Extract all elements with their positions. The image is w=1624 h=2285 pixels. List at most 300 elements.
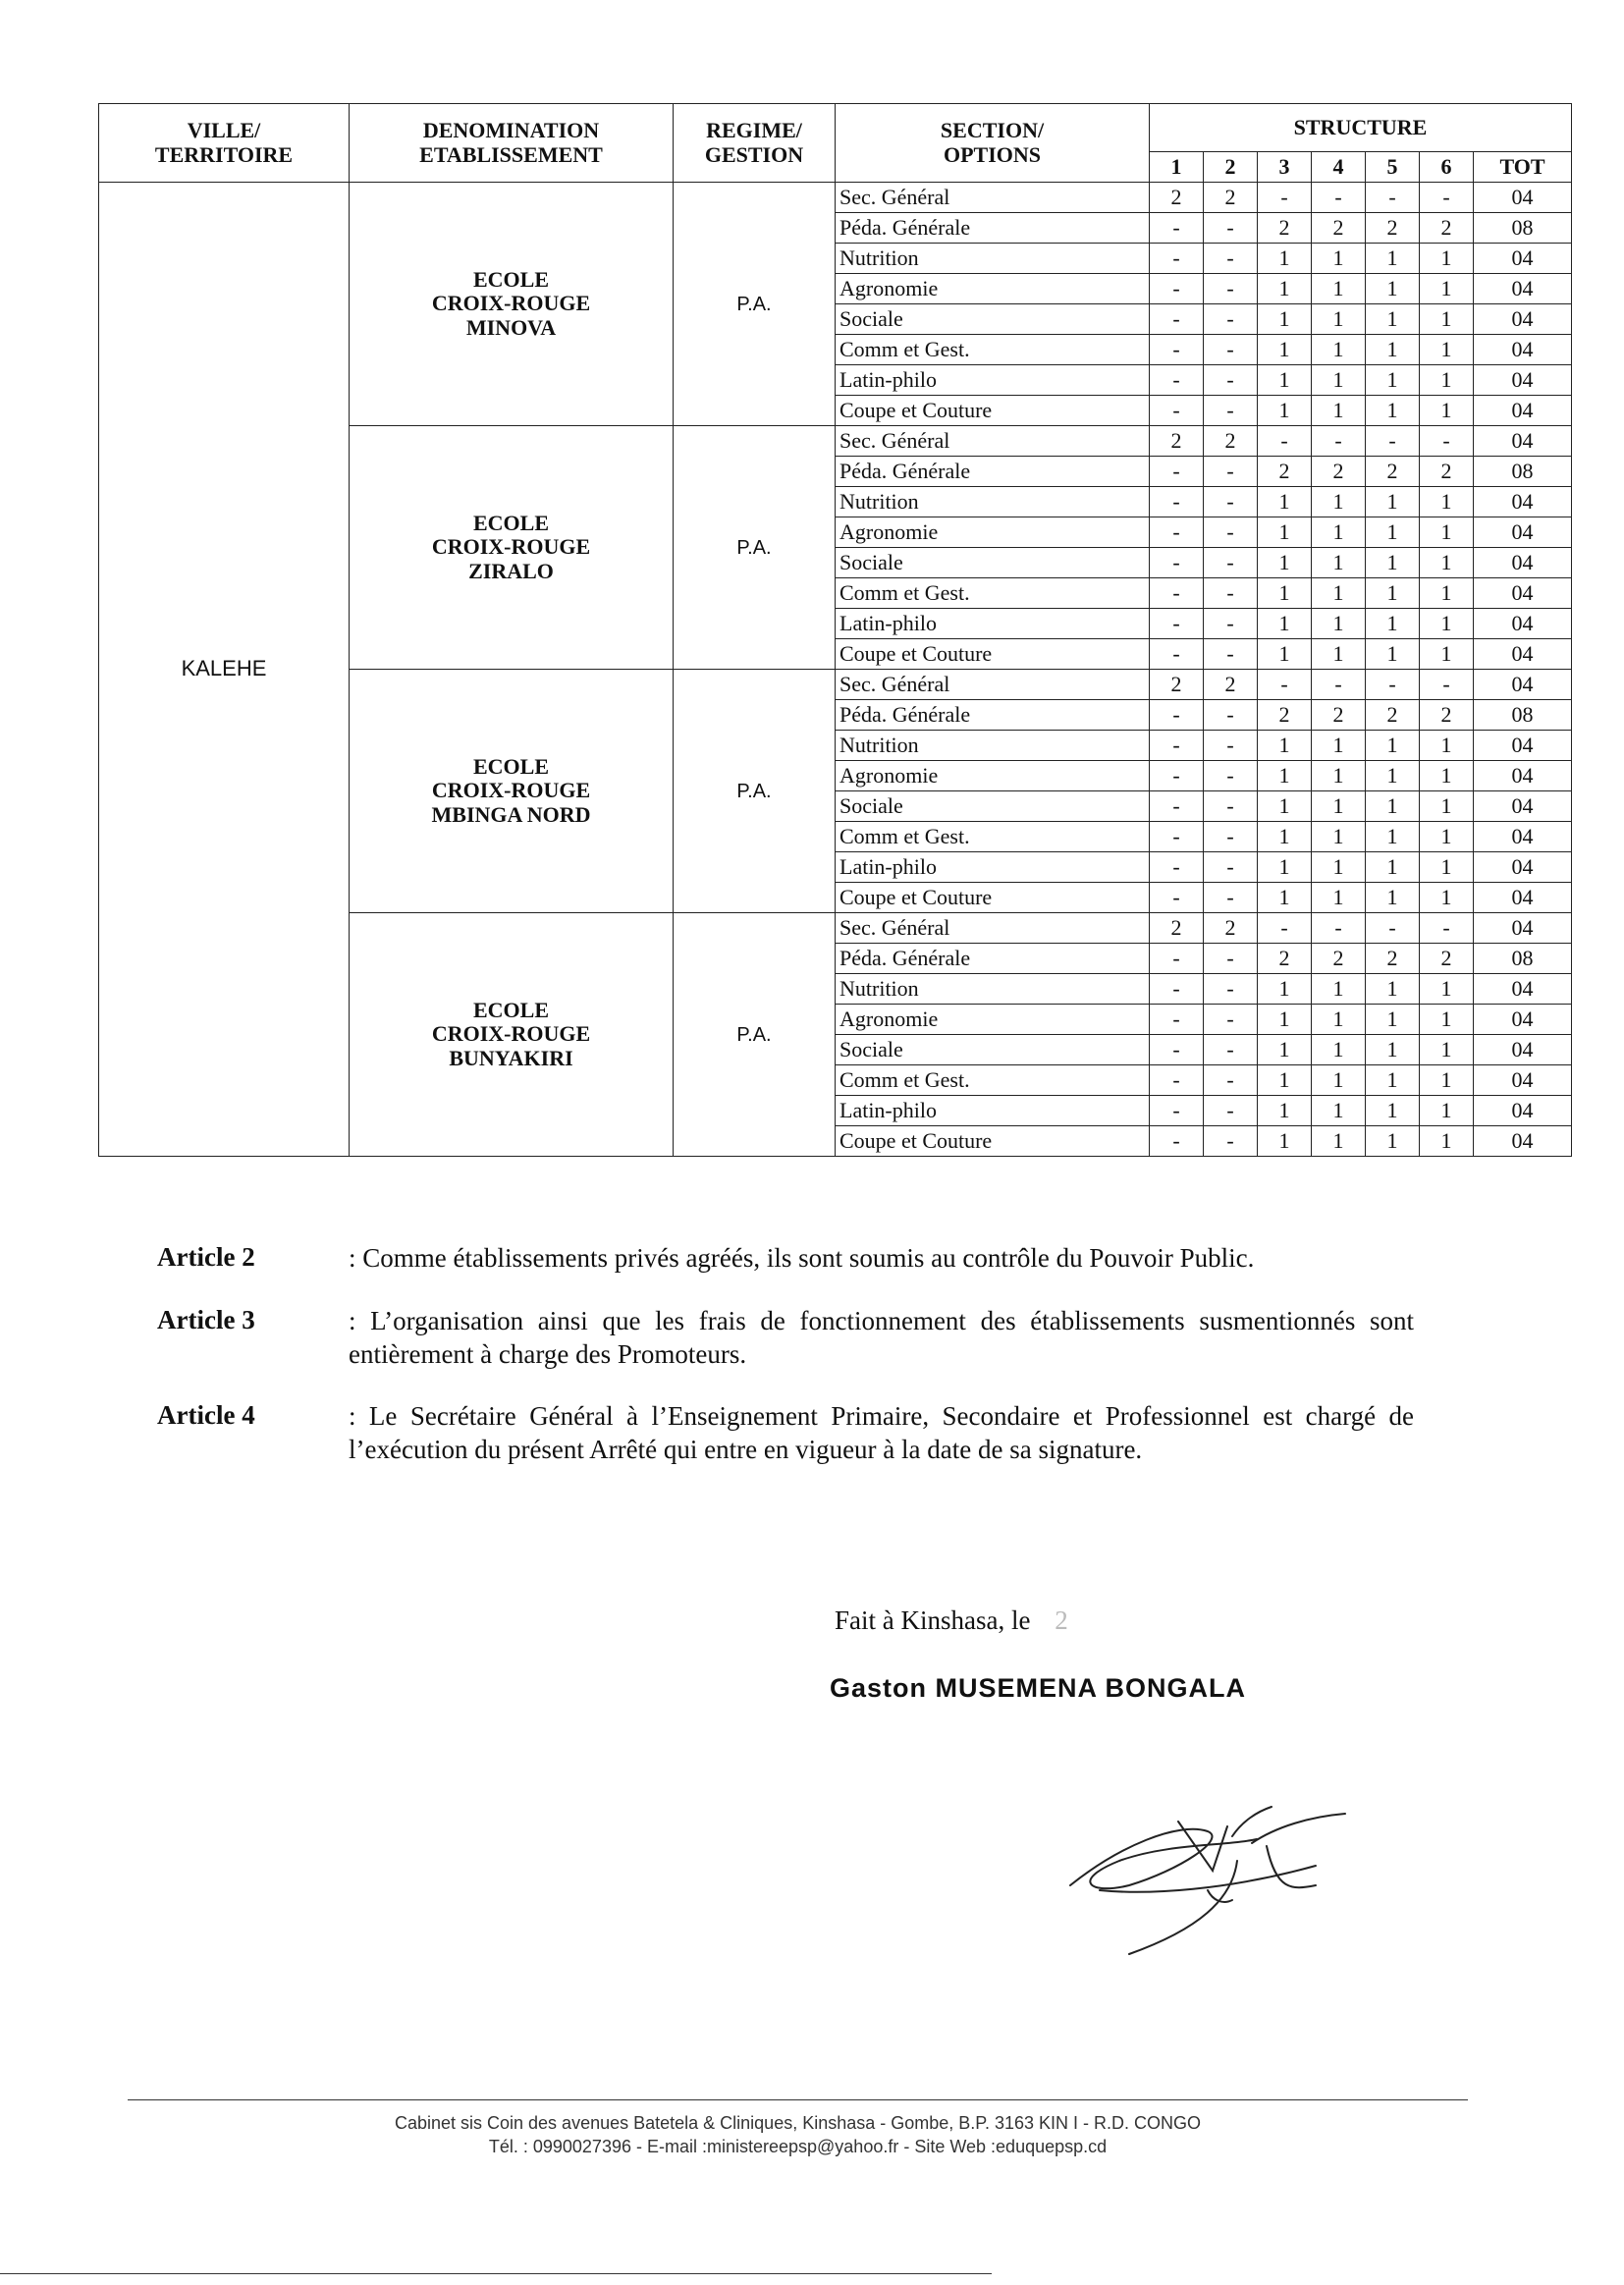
footer-divider	[128, 2099, 1468, 2100]
structure-cell: -	[1204, 1005, 1258, 1035]
structure-cell: 2	[1420, 944, 1474, 974]
structure-cell: -	[1150, 213, 1204, 244]
structure-cell: 2	[1420, 700, 1474, 731]
structure-cell: 1	[1366, 335, 1420, 365]
structure-cell: 1	[1366, 974, 1420, 1005]
option-cell: Nutrition	[836, 244, 1150, 274]
structure-cell: 1	[1258, 974, 1312, 1005]
structure-cell: -	[1312, 913, 1366, 944]
structure-cell: 1	[1312, 1005, 1366, 1035]
option-cell: Agronomie	[836, 761, 1150, 791]
option-cell: Sec. Général	[836, 183, 1150, 213]
structure-cell: 1	[1420, 1126, 1474, 1157]
total-cell: 04	[1474, 1005, 1572, 1035]
structure-cell: 1	[1258, 1096, 1312, 1126]
regime-cell: P.A.	[674, 183, 836, 426]
total-cell: 04	[1474, 517, 1572, 548]
date-stamp: 2	[1055, 1605, 1074, 1635]
ville-cell: KALEHE	[99, 183, 350, 1157]
structure-cell: -	[1204, 822, 1258, 852]
option-cell: Sec. Général	[836, 913, 1150, 944]
option-cell: Sociale	[836, 791, 1150, 822]
structure-cell: -	[1150, 609, 1204, 639]
total-cell: 04	[1474, 609, 1572, 639]
total-cell: 04	[1474, 670, 1572, 700]
structure-cell: 1	[1366, 822, 1420, 852]
structure-cell: 1	[1366, 609, 1420, 639]
structure-cell: -	[1312, 670, 1366, 700]
structure-cell: 1	[1366, 487, 1420, 517]
table-row	[99, 183, 1572, 213]
structure-cell: 2	[1258, 944, 1312, 974]
structure-cell: -	[1150, 852, 1204, 883]
structure-cell: 1	[1312, 609, 1366, 639]
structure-cell: 1	[1312, 274, 1366, 304]
structure-cell: -	[1150, 304, 1204, 335]
structure-cell: 1	[1366, 304, 1420, 335]
place-text: Fait à Kinshasa, le	[835, 1605, 1031, 1635]
total-cell: 08	[1474, 457, 1572, 487]
structure-cell: 1	[1258, 852, 1312, 883]
bottom-divider	[0, 2273, 992, 2274]
option-cell: Agronomie	[836, 517, 1150, 548]
signer-name: Gaston MUSEMENA BONGALA	[830, 1673, 1247, 1703]
structure-cell: 1	[1258, 396, 1312, 426]
structure-cell: 1	[1258, 335, 1312, 365]
article-2	[157, 1242, 1414, 1276]
structure-cell: 2	[1150, 670, 1204, 700]
structure-cell: -	[1312, 426, 1366, 457]
structure-cell: 1	[1420, 396, 1474, 426]
place-date-line	[835, 1605, 1246, 1636]
structure-cell: 2	[1366, 213, 1420, 244]
structure-cell: 1	[1420, 791, 1474, 822]
structure-cell: 2	[1312, 944, 1366, 974]
option-cell: Agronomie	[836, 274, 1150, 304]
option-cell: Comm et Gest.	[836, 578, 1150, 609]
structure-cell: 1	[1258, 731, 1312, 761]
structure-cell: -	[1150, 578, 1204, 609]
structure-cell: 1	[1420, 578, 1474, 609]
structure-cell: 2	[1150, 183, 1204, 213]
structure-cell: 1	[1420, 517, 1474, 548]
total-cell: 08	[1474, 213, 1572, 244]
header-col-4: 4	[1312, 152, 1366, 183]
total-cell: 08	[1474, 700, 1572, 731]
option-cell: Agronomie	[836, 1005, 1150, 1035]
total-cell: 04	[1474, 913, 1572, 944]
structure-cell: -	[1366, 913, 1420, 944]
option-cell: Nutrition	[836, 487, 1150, 517]
total-cell: 04	[1474, 183, 1572, 213]
structure-cell: -	[1150, 761, 1204, 791]
structure-cell: 1	[1258, 244, 1312, 274]
option-cell: Sec. Général	[836, 426, 1150, 457]
total-cell: 04	[1474, 761, 1572, 791]
option-cell: Coupe et Couture	[836, 396, 1150, 426]
option-cell: Latin-philo	[836, 1096, 1150, 1126]
structure-cell: 1	[1312, 761, 1366, 791]
structure-cell: 2	[1204, 183, 1258, 213]
signature-icon	[1031, 1753, 1404, 1979]
structure-cell: 1	[1366, 517, 1420, 548]
structure-cell: 1	[1420, 1096, 1474, 1126]
regime-cell: P.A.	[674, 913, 836, 1157]
structure-cell: -	[1150, 335, 1204, 365]
structure-cell: 1	[1366, 883, 1420, 913]
structure-cell: 1	[1312, 791, 1366, 822]
structure-cell: -	[1204, 883, 1258, 913]
structure-cell: 2	[1312, 700, 1366, 731]
structure-cell: 1	[1258, 761, 1312, 791]
option-cell: Comm et Gest.	[836, 1065, 1150, 1096]
article-label: Article 2	[157, 1242, 255, 1272]
article-text: : Le Secrétaire Général à l’Enseignement Primaire, Secondaire et Professionnel est chargé de l’exécution du présent Arrêté qui entre en vigueur à la date de sa signature.	[349, 1401, 1414, 1464]
option-cell: Péda. Générale	[836, 213, 1150, 244]
structure-cell: 1	[1366, 548, 1420, 578]
structure-cell: -	[1204, 700, 1258, 731]
structure-cell: -	[1150, 487, 1204, 517]
structure-cell: -	[1420, 670, 1474, 700]
structure-cell: -	[1366, 183, 1420, 213]
structure-cell: 1	[1366, 396, 1420, 426]
option-cell: Latin-philo	[836, 365, 1150, 396]
structure-cell: 1	[1366, 761, 1420, 791]
total-cell: 04	[1474, 822, 1572, 852]
footer-contact: Tél. : 0990027396 - E-mail :ministereepsp@yahoo.fr - Site Web :eduquepsp.cd	[488, 2137, 1108, 2157]
structure-cell: 1	[1420, 1065, 1474, 1096]
structure-cell: -	[1150, 883, 1204, 913]
structure-cell: 2	[1366, 457, 1420, 487]
structure-cell: 1	[1312, 852, 1366, 883]
structure-cell: 1	[1258, 548, 1312, 578]
closing-block	[830, 1605, 1246, 1704]
footer-address: Cabinet sis Coin des avenues Batetela & Cliniques, Kinshasa - Gombe, B.P. 3163 KIN I - R.D. CONGO	[394, 2113, 1202, 2133]
structure-cell: 1	[1312, 1035, 1366, 1065]
structure-cell: -	[1150, 244, 1204, 274]
option-cell: Nutrition	[836, 731, 1150, 761]
structure-cell: -	[1258, 913, 1312, 944]
total-cell: 04	[1474, 335, 1572, 365]
total-cell: 08	[1474, 944, 1572, 974]
structure-cell: 1	[1258, 1035, 1312, 1065]
structure-cell: 1	[1312, 396, 1366, 426]
total-cell: 04	[1474, 1096, 1572, 1126]
structure-cell: -	[1204, 396, 1258, 426]
structure-cell: -	[1204, 761, 1258, 791]
structure-cell: 1	[1420, 365, 1474, 396]
structure-cell: 1	[1420, 274, 1474, 304]
structure-cell: -	[1150, 517, 1204, 548]
structure-cell: -	[1204, 244, 1258, 274]
structure-cell: 2	[1204, 670, 1258, 700]
structure-cell: 2	[1204, 426, 1258, 457]
structure-cell: 1	[1312, 517, 1366, 548]
table-header	[99, 104, 1572, 183]
structure-cell: 1	[1420, 548, 1474, 578]
structure-cell: 1	[1312, 365, 1366, 396]
structure-cell: 1	[1258, 609, 1312, 639]
header-col-tot: TOT	[1474, 152, 1572, 183]
structure-cell: -	[1204, 517, 1258, 548]
structure-cell: -	[1204, 852, 1258, 883]
structure-cell: -	[1150, 700, 1204, 731]
structure-cell: -	[1204, 457, 1258, 487]
structure-cell: 1	[1258, 274, 1312, 304]
structure-cell: 2	[1258, 700, 1312, 731]
total-cell: 04	[1474, 974, 1572, 1005]
option-cell: Coupe et Couture	[836, 1126, 1150, 1157]
structure-cell: 1	[1312, 822, 1366, 852]
total-cell: 04	[1474, 396, 1572, 426]
structure-cell: -	[1366, 670, 1420, 700]
structure-cell: 1	[1366, 1096, 1420, 1126]
structure-cell: -	[1150, 791, 1204, 822]
structure-cell: -	[1204, 578, 1258, 609]
header-section: SECTION/ OPTIONS	[836, 104, 1150, 183]
structure-cell: -	[1150, 396, 1204, 426]
structure-cell: 1	[1258, 304, 1312, 335]
structure-cell: 1	[1420, 731, 1474, 761]
option-cell: Sociale	[836, 304, 1150, 335]
option-cell: Latin-philo	[836, 609, 1150, 639]
structure-cell: 1	[1420, 822, 1474, 852]
structure-cell: -	[1420, 183, 1474, 213]
structure-cell: -	[1150, 1096, 1204, 1126]
structure-cell: 1	[1312, 304, 1366, 335]
structure-cell: 1	[1420, 1005, 1474, 1035]
option-cell: Sociale	[836, 548, 1150, 578]
header-col-3: 3	[1258, 152, 1312, 183]
structure-cell: 2	[1366, 944, 1420, 974]
structure-cell: 1	[1312, 487, 1366, 517]
structure-cell: 1	[1366, 1035, 1420, 1065]
total-cell: 04	[1474, 548, 1572, 578]
structure-cell: 1	[1258, 517, 1312, 548]
structure-cell: -	[1150, 548, 1204, 578]
school-name-cell: ECOLE CROIX-ROUGE ZIRALO	[350, 426, 674, 670]
structure-cell: -	[1150, 1065, 1204, 1096]
total-cell: 04	[1474, 1065, 1572, 1096]
structure-cell: -	[1204, 335, 1258, 365]
structure-cell: -	[1204, 791, 1258, 822]
structure-cell: -	[1204, 1035, 1258, 1065]
structure-cell: 2	[1204, 913, 1258, 944]
structure-cell: -	[1150, 1126, 1204, 1157]
structure-cell: -	[1204, 1096, 1258, 1126]
structure-cell: 2	[1420, 213, 1474, 244]
school-name-cell: ECOLE CROIX-ROUGE MBINGA NORD	[350, 670, 674, 913]
structure-table	[98, 103, 1572, 1157]
article-text: : Comme établissements privés agréés, ils sont soumis au contrôle du Pouvoir Public.	[349, 1243, 1255, 1273]
structure-cell: -	[1150, 731, 1204, 761]
structure-cell: 1	[1258, 822, 1312, 852]
total-cell: 04	[1474, 274, 1572, 304]
structure-cell: 1	[1420, 244, 1474, 274]
structure-cell: -	[1204, 639, 1258, 670]
structure-cell: -	[1150, 1035, 1204, 1065]
article-3	[157, 1305, 1414, 1372]
table-body	[99, 183, 1572, 1157]
structure-cell: 1	[1258, 1126, 1312, 1157]
structure-cell: 1	[1420, 1035, 1474, 1065]
structure-cell: 1	[1366, 852, 1420, 883]
total-cell: 04	[1474, 487, 1572, 517]
structure-cell: 1	[1366, 639, 1420, 670]
structure-cell: -	[1204, 487, 1258, 517]
structure-cell: -	[1420, 426, 1474, 457]
structure-cell: 1	[1258, 639, 1312, 670]
structure-cell: -	[1204, 609, 1258, 639]
option-cell: Péda. Générale	[836, 700, 1150, 731]
structure-cell: 1	[1420, 639, 1474, 670]
school-name-cell: ECOLE CROIX-ROUGE BUNYAKIRI	[350, 913, 674, 1157]
structure-cell: -	[1258, 426, 1312, 457]
structure-cell: -	[1204, 274, 1258, 304]
structure-cell: 1	[1420, 883, 1474, 913]
structure-cell: 1	[1258, 1065, 1312, 1096]
option-cell: Nutrition	[836, 974, 1150, 1005]
structure-cell: 1	[1366, 244, 1420, 274]
header-ville: VILLE/ TERRITOIRE	[99, 104, 350, 183]
structure-cell: 1	[1312, 883, 1366, 913]
structure-cell: 1	[1420, 487, 1474, 517]
structure-cell: 1	[1258, 883, 1312, 913]
structure-cell: -	[1150, 944, 1204, 974]
structure-cell: -	[1420, 913, 1474, 944]
structure-cell: -	[1150, 639, 1204, 670]
structure-cell: 1	[1312, 639, 1366, 670]
option-cell: Sociale	[836, 1035, 1150, 1065]
structure-cell: -	[1204, 731, 1258, 761]
structure-cell: 1	[1312, 548, 1366, 578]
structure-cell: -	[1150, 974, 1204, 1005]
structure-cell: 1	[1258, 487, 1312, 517]
structure-cell: -	[1204, 974, 1258, 1005]
structure-cell: 1	[1312, 1096, 1366, 1126]
structure-cell: -	[1204, 548, 1258, 578]
structure-cell: -	[1204, 365, 1258, 396]
structure-cell: 1	[1258, 578, 1312, 609]
option-cell: Latin-philo	[836, 852, 1150, 883]
structure-cell: -	[1312, 183, 1366, 213]
school-name-cell: ECOLE CROIX-ROUGE MINOVA	[350, 183, 674, 426]
regime-cell: P.A.	[674, 670, 836, 913]
structure-cell: 1	[1312, 1126, 1366, 1157]
total-cell: 04	[1474, 791, 1572, 822]
structure-cell: 2	[1366, 700, 1420, 731]
structure-cell: 1	[1366, 1005, 1420, 1035]
structure-cell: 1	[1420, 335, 1474, 365]
structure-cell: 2	[1420, 457, 1474, 487]
total-cell: 04	[1474, 883, 1572, 913]
structure-cell: 1	[1420, 761, 1474, 791]
structure-cell: 1	[1312, 731, 1366, 761]
structure-cell: 1	[1312, 1065, 1366, 1096]
total-cell: 04	[1474, 426, 1572, 457]
structure-cell: 2	[1258, 457, 1312, 487]
structure-cell: 1	[1312, 244, 1366, 274]
option-cell: Comm et Gest.	[836, 335, 1150, 365]
option-cell: Sec. Général	[836, 670, 1150, 700]
option-cell: Péda. Générale	[836, 457, 1150, 487]
structure-cell: 1	[1420, 852, 1474, 883]
structure-cell: 1	[1366, 1065, 1420, 1096]
option-cell: Coupe et Couture	[836, 883, 1150, 913]
structure-cell: -	[1258, 183, 1312, 213]
structure-cell: -	[1204, 1065, 1258, 1096]
structure-cell: -	[1150, 822, 1204, 852]
option-cell: Péda. Générale	[836, 944, 1150, 974]
structure-cell: 1	[1366, 365, 1420, 396]
total-cell: 04	[1474, 578, 1572, 609]
structure-cell: 1	[1420, 609, 1474, 639]
structure-cell: -	[1258, 670, 1312, 700]
header-col-2: 2	[1204, 152, 1258, 183]
structure-cell: 1	[1258, 365, 1312, 396]
regime-cell: P.A.	[674, 426, 836, 670]
structure-cell: 1	[1420, 974, 1474, 1005]
structure-cell: -	[1150, 365, 1204, 396]
article-label: Article 4	[157, 1400, 255, 1431]
structure-cell: -	[1204, 944, 1258, 974]
total-cell: 04	[1474, 852, 1572, 883]
header-col-5: 5	[1366, 152, 1420, 183]
structure-cell: 1	[1312, 974, 1366, 1005]
structure-cell: 1	[1366, 274, 1420, 304]
total-cell: 04	[1474, 304, 1572, 335]
articles	[157, 1242, 1414, 1496]
article-text: : L’organisation ainsi que les frais de fonctionnement des établissements susmentionnés sont entièrement à charge des Promoteurs.	[349, 1305, 1414, 1369]
structure-cell: -	[1150, 1005, 1204, 1035]
header-structure: STRUCTURE	[1150, 104, 1572, 152]
structure-cell: 1	[1420, 304, 1474, 335]
structure-cell: -	[1366, 426, 1420, 457]
structure-cell: 2	[1150, 913, 1204, 944]
total-cell: 04	[1474, 1035, 1572, 1065]
structure-cell: 2	[1312, 213, 1366, 244]
total-cell: 04	[1474, 639, 1572, 670]
structure-cell: 1	[1366, 791, 1420, 822]
structure-cell: 1	[1258, 1005, 1312, 1035]
header-col-1: 1	[1150, 152, 1204, 183]
total-cell: 04	[1474, 244, 1572, 274]
structure-cell: 2	[1150, 426, 1204, 457]
structure-cell: 1	[1366, 1126, 1420, 1157]
article-label: Article 3	[157, 1304, 255, 1334]
structure-cell: 2	[1258, 213, 1312, 244]
total-cell: 04	[1474, 365, 1572, 396]
structure-cell: -	[1204, 304, 1258, 335]
option-cell: Comm et Gest.	[836, 822, 1150, 852]
structure-cell: 1	[1312, 335, 1366, 365]
structure-cell: 1	[1366, 578, 1420, 609]
header-regime: REGIME/ GESTION	[674, 104, 836, 183]
header-denomination: DENOMINATION ETABLISSEMENT	[350, 104, 674, 183]
structure-cell: -	[1150, 457, 1204, 487]
option-cell: Coupe et Couture	[836, 639, 1150, 670]
total-cell: 04	[1474, 731, 1572, 761]
total-cell: 04	[1474, 1126, 1572, 1157]
article-4	[157, 1400, 1414, 1467]
structure-cell: 2	[1312, 457, 1366, 487]
structure-cell: 1	[1366, 731, 1420, 761]
structure-cell: 1	[1312, 578, 1366, 609]
structure-cell: -	[1204, 1126, 1258, 1157]
structure-cell: 1	[1258, 791, 1312, 822]
footer	[128, 2111, 1468, 2159]
structure-cell: -	[1204, 213, 1258, 244]
